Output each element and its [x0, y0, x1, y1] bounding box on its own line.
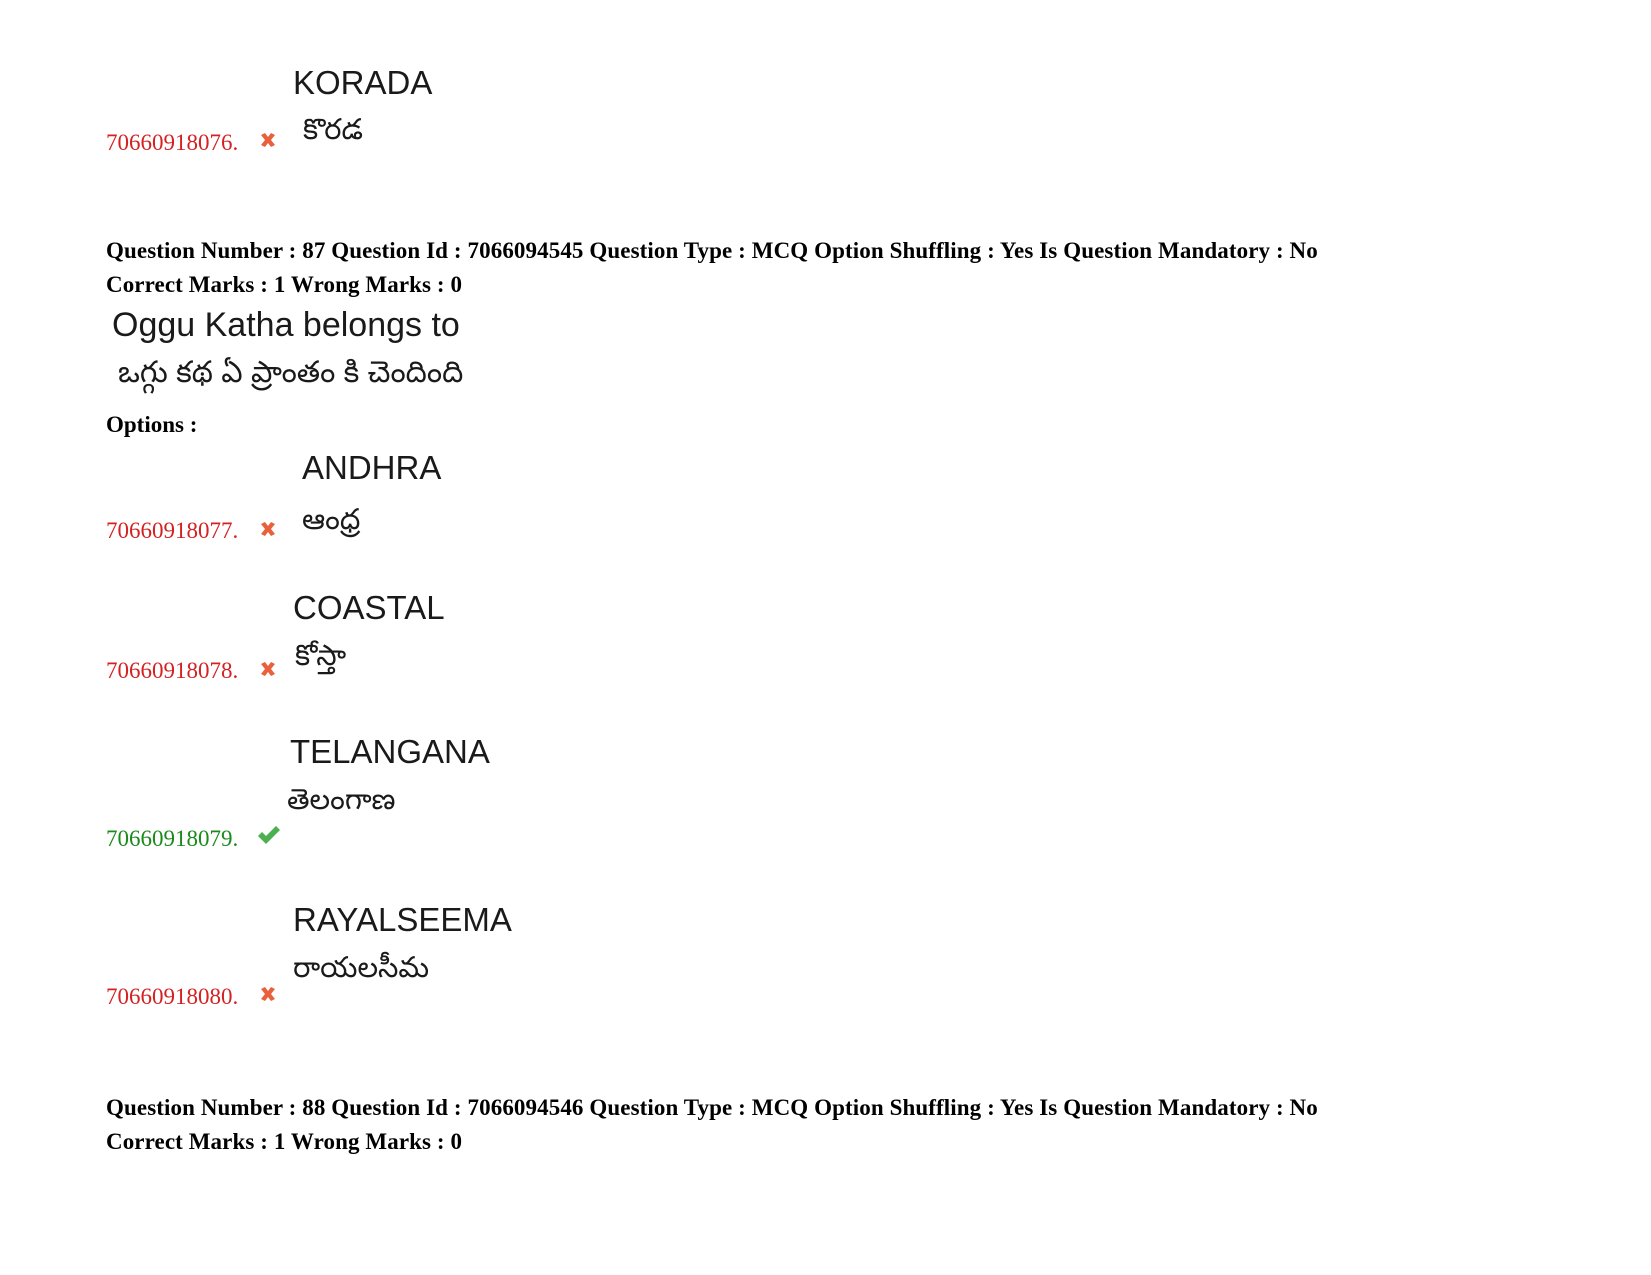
- option-image-telugu: కోస్తా: [295, 640, 347, 672]
- cross-icon: [257, 983, 279, 1005]
- cross-icon: [257, 658, 279, 680]
- cross-icon: [257, 518, 279, 540]
- option-image-english: ANDHRA: [302, 449, 442, 486]
- option-id: 70660918076.: [106, 130, 239, 155]
- option-image-english: COASTAL: [293, 589, 445, 626]
- question-marks-line: Correct Marks : 1 Wrong Marks : 0: [106, 1129, 463, 1154]
- option-id: 70660918077.: [106, 518, 239, 543]
- option-id: 70660918078.: [106, 658, 239, 683]
- question-english: Oggu Katha belongs to: [112, 306, 460, 344]
- option-image-english: RAYALSEEMA: [293, 901, 512, 938]
- question-meta-line: Question Number : 87 Question Id : 7066094545 Question Type : MCQ Option Shuffling : Yes Is Question Mandatory : No: [106, 238, 1318, 263]
- option-image-telugu: తెలంగాణ: [287, 784, 396, 816]
- option-image-telugu: రాయలసీమ: [293, 952, 430, 984]
- option-image-english: TELANGANA: [290, 733, 490, 770]
- question-marks-line: Correct Marks : 1 Wrong Marks : 0: [106, 272, 463, 297]
- options-label: Options :: [106, 412, 198, 437]
- option-id: 70660918080.: [106, 984, 239, 1009]
- option-image-telugu: కొరడ: [303, 114, 363, 146]
- option-id: 70660918079.: [106, 826, 239, 851]
- question-telugu: ఒగ్గు కథ ఏ ప్రాంతం కి చెందింది: [118, 356, 464, 389]
- option-image-telugu: ఆంధ్ర: [302, 504, 361, 536]
- question-meta-line: Question Number : 88 Question Id : 7066094546 Question Type : MCQ Option Shuffling : Yes Is Question Mandatory : No: [106, 1095, 1318, 1120]
- cross-icon: [257, 129, 279, 151]
- option-image-english: KORADA: [293, 64, 433, 101]
- check-icon: [256, 824, 282, 846]
